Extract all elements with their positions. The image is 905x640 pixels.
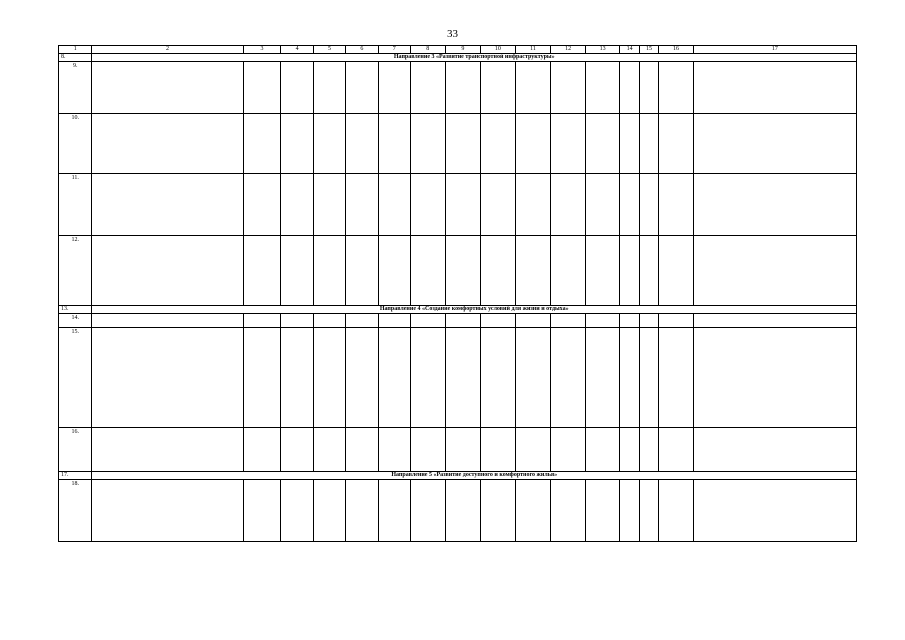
value-cell [585,114,620,174]
value-cell [659,62,694,114]
row-number: 10. [59,114,92,174]
row-number: 8. [59,54,92,62]
indicator-cell [92,174,243,236]
value-cell [378,428,410,472]
value-cell [378,62,410,114]
value-cell [378,328,410,428]
value-cell [281,314,313,328]
header-cell: 2 [92,46,243,54]
value-cell [445,236,481,306]
value-cell [515,428,551,472]
value-cell [378,174,410,236]
row-number: 16. [59,428,92,472]
value-cell [551,236,586,306]
value-cell [313,328,345,428]
source-cell [693,328,856,428]
value-cell [445,428,481,472]
row-number: 15. [59,328,92,428]
value-cell [551,314,586,328]
value-cell [410,114,445,174]
unit-cell [243,328,281,428]
indicator-cell [92,480,243,542]
table-row [59,428,857,472]
source-cell [693,236,856,306]
value-cell [515,328,551,428]
table-row [59,174,857,236]
source-cell [693,428,856,472]
value-cell [378,236,410,306]
indicator-cell [92,328,243,428]
value-cell [481,236,516,306]
table-row [59,114,857,174]
value-cell [378,314,410,328]
value-cell [410,428,445,472]
unit-cell [243,236,281,306]
value-cell [515,480,551,542]
row-number: 17. [59,472,92,480]
value-cell [281,62,313,114]
value-cell [410,174,445,236]
header-cell: 6 [346,46,378,54]
header-cell: 11 [515,46,551,54]
indicator-cell [92,314,243,328]
value-cell [445,174,481,236]
table-row [59,62,857,114]
value-cell [481,480,516,542]
value-cell [659,114,694,174]
header-cell: 1 [59,46,92,54]
value-cell [313,428,345,472]
value-cell [410,314,445,328]
value-cell [481,428,516,472]
value-cell [481,174,516,236]
value-cell [585,174,620,236]
value-cell [551,62,586,114]
page-number: 33 [447,28,458,40]
row-number: 11. [59,174,92,236]
value-cell [620,236,639,306]
value-cell [445,328,481,428]
row-number: 18. [59,480,92,542]
value-cell [515,314,551,328]
value-cell [410,236,445,306]
value-cell [515,174,551,236]
indicator-cell [92,428,243,472]
header-cell: 7 [378,46,410,54]
header-cell: 3 [243,46,281,54]
value-cell [659,236,694,306]
value-cell [620,480,639,542]
value-cell [313,314,345,328]
value-cell [659,428,694,472]
value-cell [346,314,378,328]
value-cell [313,62,345,114]
value-cell [445,314,481,328]
row-number: 13. [59,306,92,314]
value-cell [620,328,639,428]
header-cell: 10 [481,46,516,54]
source-cell [693,114,856,174]
header-cell: 13 [585,46,620,54]
header-cell: 14 [620,46,639,54]
value-cell [281,236,313,306]
section-row [59,306,857,314]
value-cell [639,236,658,306]
indicator-cell [92,62,243,114]
unit-cell [243,480,281,542]
value-cell [585,236,620,306]
header-row [59,46,857,54]
value-cell [551,480,586,542]
value-cell [410,62,445,114]
header-cell: 9 [445,46,481,54]
value-cell [620,174,639,236]
value-cell [481,114,516,174]
value-cell [639,328,658,428]
value-cell [659,328,694,428]
value-cell [346,174,378,236]
value-cell [410,328,445,428]
value-cell [639,480,658,542]
section-title: Направление 3 «Развитие транспортной инфраструктуры» [92,54,857,62]
value-cell [515,114,551,174]
table-row [59,480,857,542]
value-cell [585,428,620,472]
unit-cell [243,428,281,472]
value-cell [410,480,445,542]
source-cell [693,62,856,114]
value-cell [585,480,620,542]
table-row [59,314,857,328]
header-cell: 4 [281,46,313,54]
value-cell [445,480,481,542]
value-cell [378,480,410,542]
value-cell [551,428,586,472]
value-cell [481,328,516,428]
value-cell [659,174,694,236]
table-row [59,236,857,306]
value-cell [346,62,378,114]
value-cell [313,480,345,542]
value-cell [346,328,378,428]
value-cell [481,314,516,328]
value-cell [281,428,313,472]
section-row [59,472,857,480]
source-cell [693,314,856,328]
value-cell [313,236,345,306]
value-cell [281,328,313,428]
value-cell [445,114,481,174]
value-cell [551,328,586,428]
value-cell [585,62,620,114]
header-cell: 17 [693,46,856,54]
value-cell [639,428,658,472]
value-cell [620,114,639,174]
value-cell [281,174,313,236]
value-cell [346,428,378,472]
header-cell: 12 [551,46,586,54]
indicator-cell [92,236,243,306]
indicator-cell [92,114,243,174]
value-cell [585,314,620,328]
value-cell [639,174,658,236]
value-cell [639,62,658,114]
value-cell [639,114,658,174]
unit-cell [243,174,281,236]
value-cell [281,480,313,542]
header-cell: 15 [639,46,658,54]
value-cell [551,174,586,236]
value-cell [346,480,378,542]
value-cell [659,480,694,542]
row-number: 9. [59,62,92,114]
value-cell [346,236,378,306]
value-cell [659,314,694,328]
value-cell [620,314,639,328]
unit-cell [243,62,281,114]
source-cell [693,174,856,236]
targets-table [58,45,857,542]
value-cell [620,62,639,114]
header-cell: 5 [313,46,345,54]
source-cell [693,480,856,542]
value-cell [551,114,586,174]
value-cell [620,428,639,472]
header-cell: 16 [659,46,694,54]
section-title: Направление 5 «Развитие доступного и комфортного жилья» [92,472,857,480]
value-cell [313,114,345,174]
value-cell [585,328,620,428]
header-cell: 8 [410,46,445,54]
value-cell [346,114,378,174]
table-row [59,328,857,428]
value-cell [445,62,481,114]
value-cell [281,114,313,174]
section-title: Направление 4 «Создание комфортных условий для жизни и отдыха» [92,306,857,314]
section-row [59,54,857,62]
value-cell [639,314,658,328]
value-cell [481,62,516,114]
row-number: 12. [59,236,92,306]
row-number: 14. [59,314,92,328]
value-cell [515,62,551,114]
unit-cell [243,114,281,174]
value-cell [378,114,410,174]
unit-cell [243,314,281,328]
value-cell [515,236,551,306]
value-cell [313,174,345,236]
